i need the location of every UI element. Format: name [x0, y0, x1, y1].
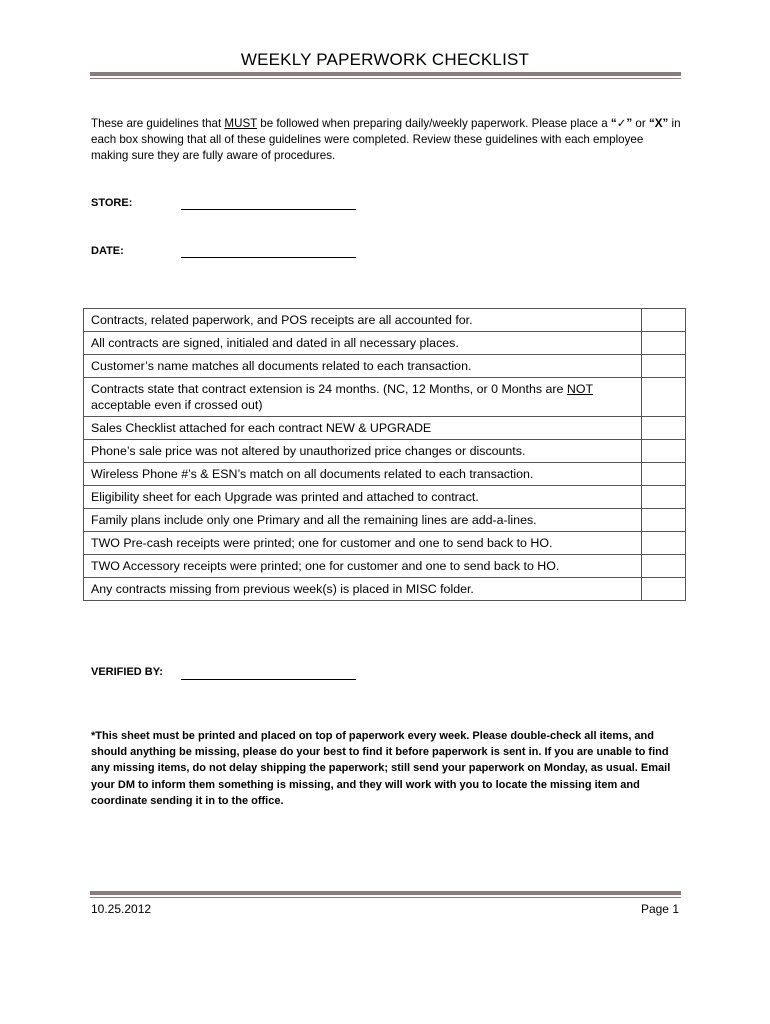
checklist-item-text: Sales Checklist attached for each contract NEW & UPGRADE [84, 417, 642, 440]
checklist-checkbox[interactable] [642, 332, 686, 355]
checklist-item-text: Any contracts missing from previous week(s) is placed in MISC folder. [84, 578, 642, 601]
instructions-note: *This sheet must be printed and placed on top of paperwork every week. Please double-check all items, and should anything be missing, please do your best to find it before paperwork is sent in. If you are unable to find any missing items, do not delay shipping the paperwork; still send your paperwork on Monday, as usual. Email your DM to inform them something is missing, and they will work with you to locate the missing item and coordinate sending it in to the office. [91, 730, 671, 807]
checklist-item-text: Customer’s name matches all documents related to each transaction. [84, 355, 642, 378]
intro-text-1: These are guidelines that [91, 117, 225, 130]
checklist-row [84, 509, 686, 532]
intro-must: MUST [224, 117, 258, 130]
intro-text-2: be followed when preparing daily/weekly paperwork. Please place a [257, 117, 611, 130]
checklist-item-text: Phone’s sale price was not altered by unauthorized price changes or discounts. [84, 440, 642, 463]
page-title: WEEKLY PAPERWORK CHECKLIST [240, 50, 530, 69]
checklist-row [84, 309, 686, 332]
checklist-item-text: Eligibility sheet for each Upgrade was printed and attached to contract. [84, 486, 642, 509]
checklist-item-text: Contracts, related paperwork, and POS receipts are all accounted for. [84, 309, 642, 332]
checklist-checkbox[interactable] [642, 532, 686, 555]
checklist-item-4-cont: acceptable even if crossed out) [91, 398, 263, 412]
footer-page-number: Page 1 [640, 902, 679, 916]
header-divider [90, 72, 681, 79]
checklist-table [83, 308, 686, 601]
checklist-checkbox[interactable] [642, 555, 686, 578]
checklist-item-text [84, 378, 642, 417]
store-input-line[interactable] [181, 209, 356, 210]
date-label: DATE: [91, 245, 124, 257]
intro-paragraph [91, 116, 681, 164]
checklist-checkbox[interactable] [642, 309, 686, 332]
checklist-checkbox[interactable] [642, 378, 686, 417]
store-label: STORE: [91, 197, 133, 209]
checklist-checkbox[interactable] [642, 417, 686, 440]
checklist-checkbox[interactable] [642, 578, 686, 601]
footer-date: 10.25.2012 [91, 902, 152, 916]
checklist-row [84, 332, 686, 355]
verified-by-input-line[interactable] [181, 679, 356, 680]
checklist-checkbox[interactable] [642, 509, 686, 532]
checklist-item-text: All contracts are signed, initialed and dated in all necessary places. [84, 332, 642, 355]
verified-by-label: VERIFIED BY: [91, 666, 163, 678]
checklist-item-4-not: NOT [566, 382, 594, 396]
checklist-item-text: TWO Pre-cash receipts were printed; one for customer and one to send back to HO. [84, 532, 642, 555]
checklist-row [84, 555, 686, 578]
checklist-row [84, 463, 686, 486]
check-symbol: “✓” [610, 117, 633, 130]
date-input-line[interactable] [181, 257, 356, 258]
x-symbol: “X” [648, 117, 669, 130]
footer-divider [90, 891, 681, 898]
checklist-item-text: Wireless Phone #’s & ESN’s match on all documents related to each transaction. [84, 463, 642, 486]
checklist-row [84, 578, 686, 601]
intro-or: or [632, 117, 649, 130]
checklist-row [84, 532, 686, 555]
checklist-row [84, 486, 686, 509]
checklist-checkbox[interactable] [642, 486, 686, 509]
checklist-item-text: Family plans include only one Primary and all the remaining lines are add-a-lines. [84, 509, 642, 532]
checklist-checkbox[interactable] [642, 463, 686, 486]
checklist-checkbox[interactable] [642, 355, 686, 378]
checklist-row [84, 378, 686, 417]
checklist-item-4-text: Contracts state that contract extension is 24 months. (NC, 12 Months, or 0 Months are [91, 382, 567, 396]
checklist-item-text: TWO Accessory receipts were printed; one for customer and one to send back to HO. [84, 555, 642, 578]
intro-text-3: in each box showing that all of these guidelines were completed. Review these guidelines with each employee making sure they are fully aware of procedures. [91, 117, 681, 162]
checklist-row [84, 440, 686, 463]
checklist-row [84, 355, 686, 378]
checklist-row [84, 417, 686, 440]
checklist-checkbox[interactable] [642, 440, 686, 463]
